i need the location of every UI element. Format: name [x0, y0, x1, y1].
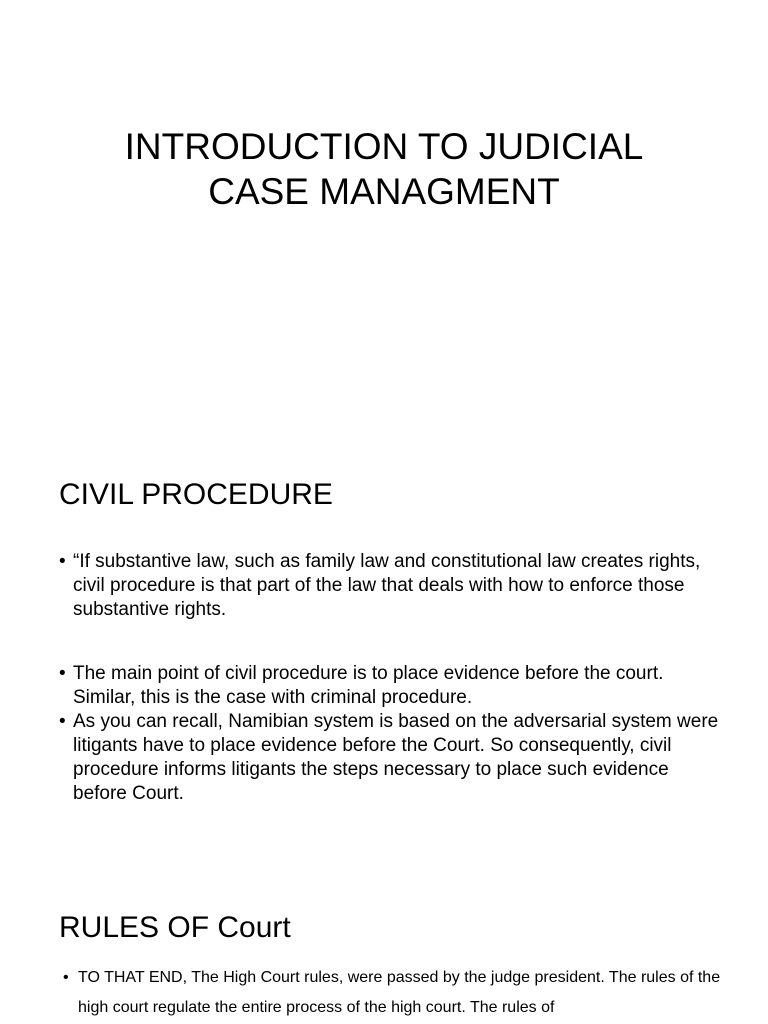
rules-of-court-bullet-list — [63, 963, 723, 1023]
bullet-item — [59, 710, 719, 806]
slide-title-heading — [0, 124, 768, 214]
civil-procedure-heading: CIVIL PROCEDURE — [59, 478, 333, 511]
bullet-dot-icon: • — [59, 711, 66, 732]
bullet-item — [59, 550, 719, 622]
slide-rules-of-court — [0, 864, 768, 1024]
bullet-item — [59, 662, 719, 710]
bullet-dot-icon: • — [59, 663, 66, 684]
rules-of-court-heading: RULES OF Court — [59, 911, 291, 944]
bullet-dot-icon: • — [63, 969, 69, 986]
bullet-text: As you can recall, Namibian system is based on the adversarial system were litigants have to place evidence before the Court. So consequently, civil procedure informs litigants the steps necessary to place such evidence before Court. — [73, 711, 719, 804]
title-line-2: CASE MANAGMENT — [208, 171, 560, 212]
bullet-item — [63, 963, 723, 1023]
slide-title — [0, 0, 768, 432]
bullet-dot-icon: • — [59, 551, 66, 572]
title-line-1: INTRODUCTION TO JUDICIAL — [124, 126, 644, 167]
bullet-text: “If substantive law, such as family law and constitutional law creates rights, civil procedure is that part of the law that deals with how to enforce those substantive rights. — [73, 551, 701, 620]
civil-procedure-bullet-list — [59, 550, 719, 806]
bullet-text: The main point of civil procedure is to place evidence before the court. Similar, this is the case with criminal procedure. — [73, 663, 664, 708]
bullet-text: TO THAT END, The High Court rules, were passed by the judge president. The rules of the high court regulate the entire process of the high court. The rules of — [78, 969, 721, 1016]
slide-civil-procedure — [0, 432, 768, 864]
